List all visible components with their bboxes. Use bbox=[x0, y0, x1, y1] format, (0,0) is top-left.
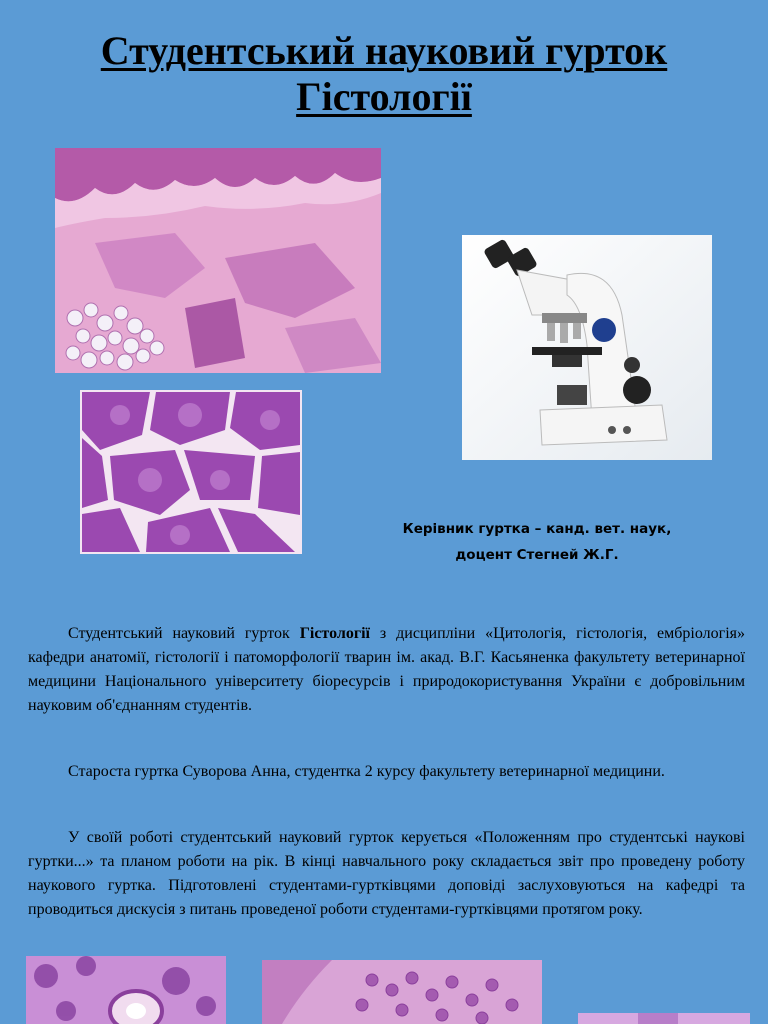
paragraph-work bbox=[28, 826, 745, 922]
histology-image-gland bbox=[80, 390, 302, 554]
intro-text-bold: Гістології bbox=[299, 625, 370, 642]
page-title bbox=[0, 28, 768, 120]
microscope-image bbox=[462, 235, 712, 460]
caption-line-1: Керівник гуртка – канд. вет. наук, bbox=[402, 521, 672, 537]
paragraph-leader bbox=[28, 760, 745, 784]
title-line-2: Гістології bbox=[296, 74, 472, 119]
histology-image-bottom-right bbox=[578, 1013, 750, 1024]
paragraph-intro bbox=[28, 622, 745, 718]
title-line-1: Студентський науковий гурток bbox=[100, 28, 668, 73]
work-text: У своїй роботі студентський науковий гурток керується «Положенням про студентські наукові гуртки...» та планом роботи на рік. В кінці навчального року складається звіт про проведену роботу наукового гуртка. Підготовлені студентами-гуртківцями доповіді заслуховуються на кафедрі та проводиться дискусія з питань проведеної роботи студентами-гуртківцями протягом року. bbox=[28, 829, 745, 918]
histology-image-tongue bbox=[55, 148, 381, 373]
intro-text-start: Студентський науковий гурток bbox=[68, 625, 300, 642]
supervisor-caption bbox=[372, 516, 702, 568]
histology-image-bottom-center bbox=[262, 960, 542, 1024]
leader-text: Староста гуртка Суворова Анна, студентка 2 курсу факультету ветеринарної медицини. bbox=[68, 763, 665, 780]
histology-image-bottom-left bbox=[26, 956, 226, 1024]
intro-text-end: з дисципліни «Цитологія, гістологія, ембріологія» кафедри анатомії, гістології і патоморфології тварин ім. акад. В.Г. Касьяненка факультету ветеринарної медицини Національного університету біоресурсів і природокористування України є добровільним науковим об'єднанням студентів. bbox=[28, 625, 746, 714]
caption-line-2: доцент Стегней Ж.Г. bbox=[455, 547, 619, 563]
